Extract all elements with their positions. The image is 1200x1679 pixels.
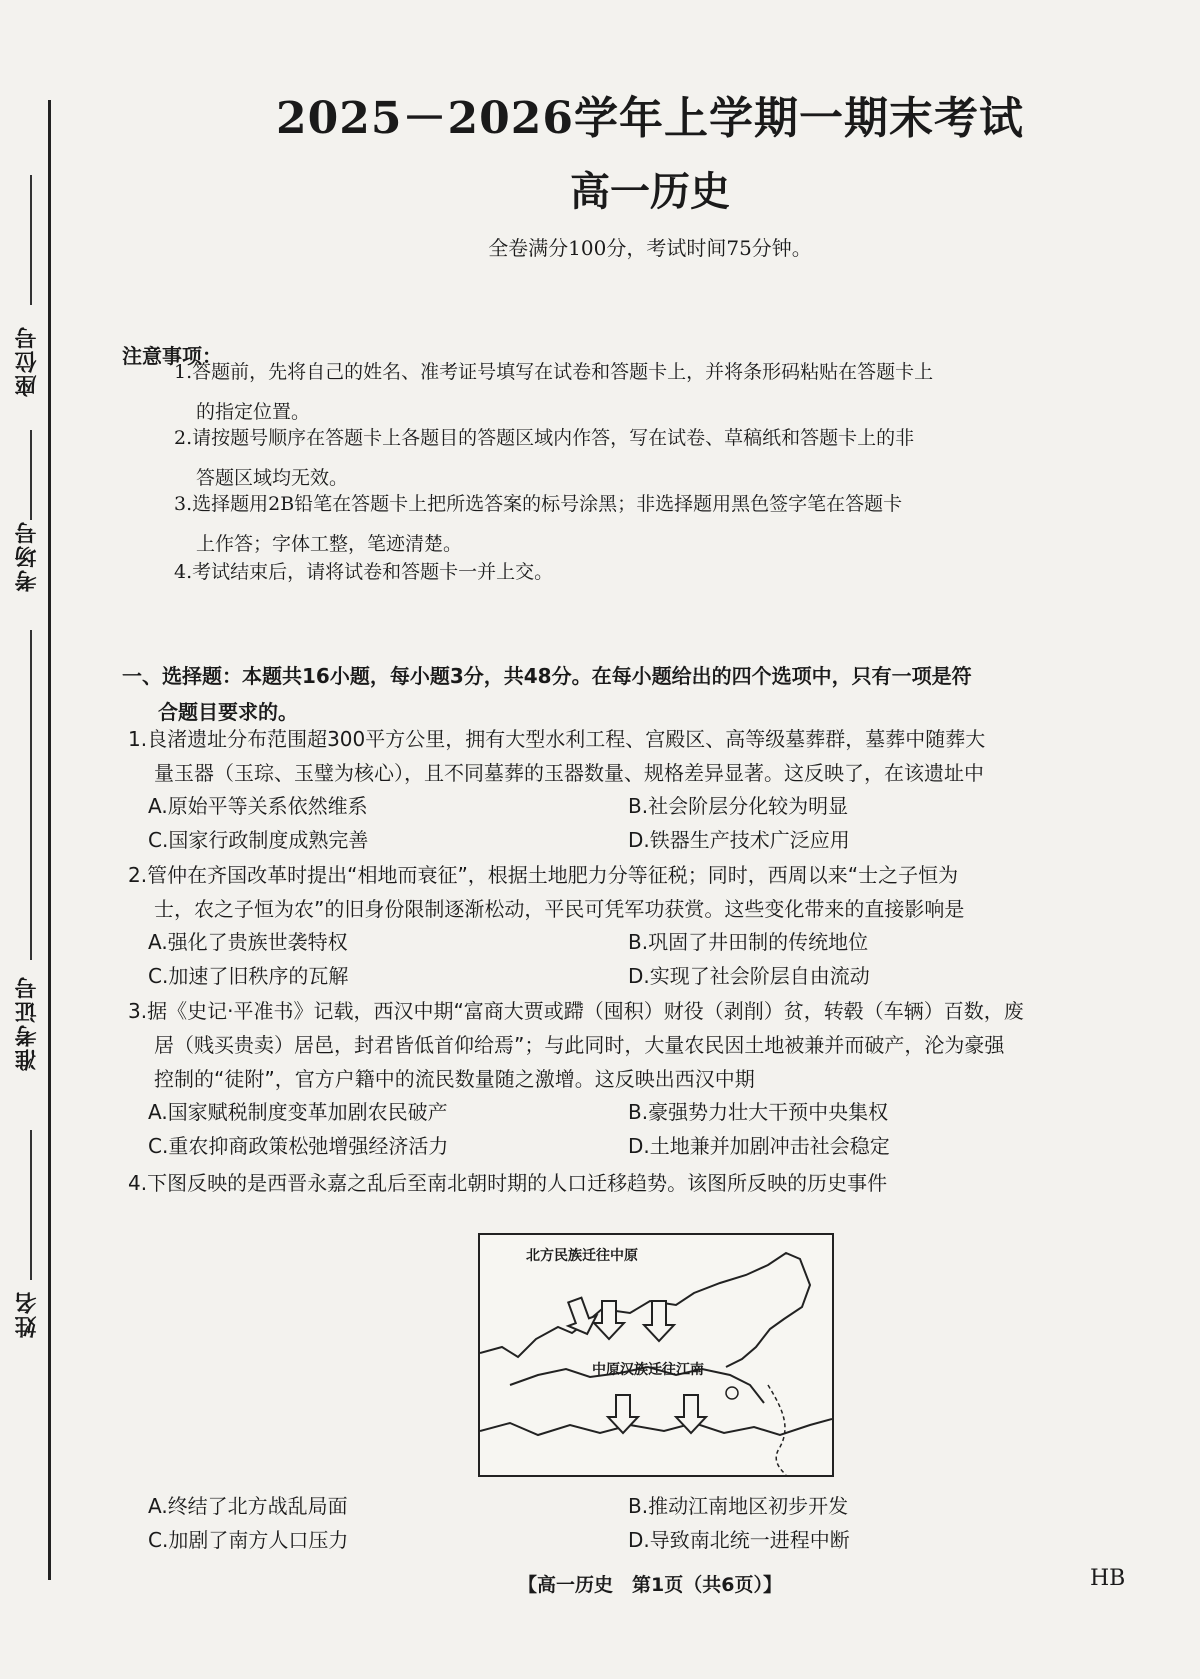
- note-line: 2.请按题号顺序在答题卡上各题目的答题区域内作答，写在试卷、草稿纸和答题卡上的非: [174, 427, 915, 449]
- note-line: 答题区域均无效。: [196, 467, 349, 489]
- exam-meta: 全卷满分100分，考试时间75分钟。: [488, 236, 812, 260]
- name-label: 姓名: [15, 1290, 40, 1338]
- section-line: 合题目要求的。: [158, 700, 298, 724]
- paper-code: HB: [1090, 1566, 1126, 1591]
- note-item: [174, 552, 1134, 592]
- notes-title: 注意事项：: [122, 344, 222, 368]
- option-c[interactable]: C.加速了旧秩序的瓦解: [148, 964, 349, 988]
- option-c[interactable]: C.重农抑商政策松弛增强经济活力: [148, 1134, 449, 1158]
- ticket-label: 准考证号: [15, 975, 40, 1071]
- question-1: [128, 722, 1128, 790]
- map-label-south: 中原汉族迁往江南: [592, 1362, 704, 1378]
- section-heading: [122, 658, 1132, 730]
- option-d[interactable]: D.土地兼并加剧冲击社会稳定: [628, 1134, 890, 1158]
- name-blank: [30, 1130, 32, 1280]
- note-line: 上作答；字体工整，笔迹清楚。: [196, 533, 463, 555]
- option-c[interactable]: C.国家行政制度成熟完善: [148, 828, 369, 852]
- option-d[interactable]: D.铁器生产技术广泛应用: [628, 828, 850, 852]
- lake-icon: [726, 1387, 738, 1399]
- seat-blank: [30, 175, 32, 305]
- option-b[interactable]: B.巩固了井田制的传统地位: [628, 930, 869, 954]
- note-line: 1.答题前，先将自己的姓名、准考证号填写在试卷和答题卡上，并将条形码粘贴在答题卡上: [174, 361, 934, 383]
- map-drawing: [480, 1235, 832, 1475]
- coastline-south: [480, 1419, 832, 1435]
- page-footer: 【高一历史 第1页（共6页）】: [518, 1574, 782, 1596]
- arrow-icon: [594, 1301, 624, 1339]
- option-a[interactable]: A.国家赋税制度变革加剧农民破产: [148, 1100, 448, 1124]
- option-a[interactable]: A.终结了北方战乱局面: [148, 1494, 348, 1518]
- question-line: 2.管仲在齐国改革时提出“相地而衰征”，根据土地肥力分等征税；同时，西周以来“士之子恒为: [128, 863, 959, 887]
- option-b[interactable]: B.社会阶层分化较为明显: [628, 794, 849, 818]
- option-b[interactable]: B.豪强势力壮大干预中央集权: [628, 1100, 889, 1124]
- arrow-icon: [561, 1295, 602, 1339]
- question-4: [128, 1166, 1128, 1200]
- room-label: 考场号: [15, 520, 40, 592]
- note-line: 4.考试结束后，请将试卷和答题卡一并上交。: [174, 561, 554, 583]
- seat-label: 座位号: [15, 325, 40, 397]
- question-line: 居（贱买贵卖）居邑，封君皆低首仰给焉”；与此同时，大量农民因土地被兼并而破产，沦为豪强: [154, 1033, 1005, 1057]
- exam-title: 2025－2026学年上学期一期末考试: [276, 93, 1024, 144]
- ticket-blank: [30, 630, 32, 960]
- option-d[interactable]: D.导致南北统一进程中断: [628, 1528, 850, 1552]
- note-line: 的指定位置。: [196, 401, 311, 423]
- option-c[interactable]: C.加剧了南方人口压力: [148, 1528, 349, 1552]
- question-2: [128, 858, 1128, 926]
- coastline: [480, 1253, 810, 1367]
- question-3: [128, 994, 1128, 1096]
- question-line: 量玉器（玉琮、玉璧为核心），且不同墓葬的玉器数量、规格差异显著。这反映了，在该遗址中: [154, 761, 984, 785]
- arrow-icon: [644, 1301, 674, 1341]
- room-blank: [30, 430, 32, 520]
- question-line: 1.良渚遗址分布范围超300平方公里，拥有大型水利工程、宫殿区、高等级墓葬群，墓葬中随葬大: [128, 727, 986, 751]
- option-a[interactable]: A.强化了贵族世袭特权: [148, 930, 348, 954]
- question-line: 4.下图反映的是西晋永嘉之乱后至南北朝时期的人口迁移趋势。该图所反映的历史事件: [128, 1171, 888, 1195]
- question-line: 士，农之子恒为农”的旧身份限制逐渐松动，平民可凭军功获赏。这些变化带来的直接影响是: [154, 897, 965, 921]
- note-line: 3.选择题用2B铅笔在答题卡上把所选答案的标号涂黑；非选择题用黑色签字笔在答题卡: [174, 493, 903, 515]
- migration-map: [478, 1233, 834, 1477]
- question-line: 3.据《史记·平准书》记载，西汉中期“富商大贾或蹛（囤积）财役（剥削）贫，转毂（车辆）百数，废: [128, 999, 1024, 1023]
- binding-line: [48, 100, 51, 1580]
- option-a[interactable]: A.原始平等关系依然维系: [148, 794, 368, 818]
- option-b[interactable]: B.推动江南地区初步开发: [628, 1494, 849, 1518]
- map-label-north: 北方民族迁往中原: [526, 1248, 638, 1264]
- subject-title: 高一历史: [570, 169, 730, 215]
- option-d[interactable]: D.实现了社会阶层自由流动: [628, 964, 870, 988]
- border-line: [768, 1385, 786, 1475]
- question-line: 控制的“徒附”，官方户籍中的流民数量随之激增。这反映出西汉中期: [154, 1067, 755, 1091]
- section-line: 一、选择题：本题共16小题，每小题3分，共48分。在每小题给出的四个选项中，只有一项是符: [122, 664, 972, 688]
- arrow-icon: [608, 1395, 638, 1433]
